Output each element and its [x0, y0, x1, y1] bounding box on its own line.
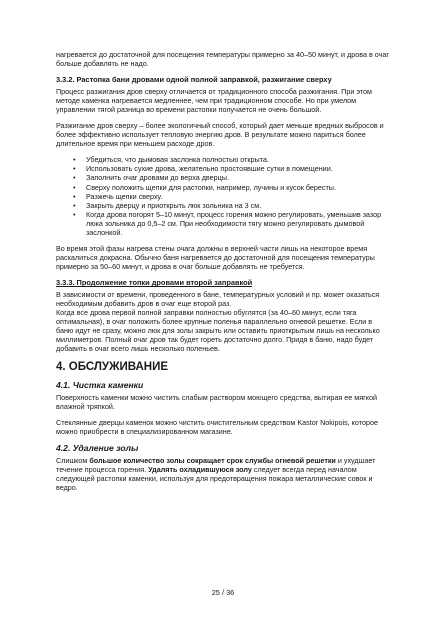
list-item: • Когда дрова погорят 5–10 минут, процесс горения можно регулировать, уменьшив зазор люка зольника до 0,5–2 см. При необходимости тягу можно регулировать дымовой заслонкой. [86, 210, 390, 237]
section-4-1-heading: 4.1. Чистка каменки [56, 379, 144, 390]
s42-text-c: и ухудшает течение процесса горения. [56, 455, 376, 474]
list-item: • Закрыть дверцу и приоткрыть люк зольника на 3 см. [86, 201, 390, 210]
list-item: • Убедиться, что дымовая заслонка полностью открыта. [86, 155, 390, 164]
intro-paragraph: нагревается до достаточной для посещения температуры примерно за 40–50 минут, и дрова в очаг больше добавлять не надо. [56, 50, 389, 69]
s41-paragraph-1: Поверхность каменки можно чистить слабым раствором моющего средства, вытирая ее мягкой влажной тряпкой. [56, 392, 377, 411]
s333-paragraph-1: В зависимости от времени, проведенного в бане, температурных условий и пр. может оказаться необходимым добавить дров в очаг еще второй раз. [56, 289, 380, 308]
section-4-heading: 4. ОБСЛУЖИВАНИЕ [56, 360, 169, 373]
s42-text-a: Слишком [56, 455, 90, 465]
s332-bullet-list [56, 155, 390, 237]
s332-paragraph-3: Во время этой фазы нагрева стены очага должны в верхней части лишь на некоторое время раскалиться докрасна. Обычно баня нагревается до достаточной для посещения температуры примерно за 50–60 минут, и дрова в очаг больше добавлять не требуется. [56, 244, 375, 272]
s41-paragraph-2: Стеклянные дверцы каменок можно чистить очистительным средством Kastor Nokipois, которое можно приобрести в специализированном магазине. [56, 417, 378, 436]
s332-paragraph-2: Разжигание дров сверху – более экологичный способ, который дает меньше вредных выбросов и более эффективно использует тепловую энергию дров. В результате можно париться более длительное время при меньшем расходе дров. [56, 120, 384, 149]
s332-paragraph-1: Процесс разжигания дров сверху отличается от традиционного способа разжигания. При этом методе каменка нагревается медленнее, чем при традиционном способе. Но при умелом управлении тягой разница во времени растопки получается не очень большой. [56, 86, 372, 114]
s42-bold-d: Удалять охладившуюся золу [148, 465, 252, 474]
page-number: 25 / 36 [211, 588, 235, 597]
s42-bold-b: большое количество золы сокращает срок службы огневой решетки [89, 455, 336, 465]
s42-paragraph [56, 456, 390, 492]
s42-text-e: следует всегда перед началом следующей растопки каменки, используя для предотвращения пожара металлические совок и ведро. [56, 465, 373, 493]
section-4-2-heading: 4.2. Удаление золы [56, 442, 139, 453]
s333-paragraph-2: Когда все дрова первой полной заправки полностью обуглятся (за 40–60 минут, если тяга оптимальная), в очаг положить более крупные поленья параллельно огневой решетке. Если в баню идут не сразу, можно люк для золы закрыть или оставить приоткрытым лишь на несколько миллиметров. Полный очаг дров так будет гореть достаточно долго. Придя в баню, надо будет добавить в очаг всего лишь несколько поленьев. [56, 308, 380, 354]
section-3-3-3-heading-text: 3.3.3. Продолжение топки дровами второй заправкой [56, 278, 253, 288]
list-item: • Разжечь щепки сверху. [86, 192, 390, 201]
list-item: • Сверху положить щепки для растопки, например, лучины и кусок бересты. [86, 183, 390, 192]
section-3-3-2-heading: 3.3.2. Растопка бани дровами одной полной заправкой, разжигание сверху [56, 75, 332, 85]
section-3-3-3-heading [56, 278, 390, 288]
list-item: • Заполнить очаг дровами до верха дверцы. [86, 173, 390, 182]
list-item: • Использовать сухие дрова, желательно простоявшие сутки в помещении. [86, 164, 390, 173]
